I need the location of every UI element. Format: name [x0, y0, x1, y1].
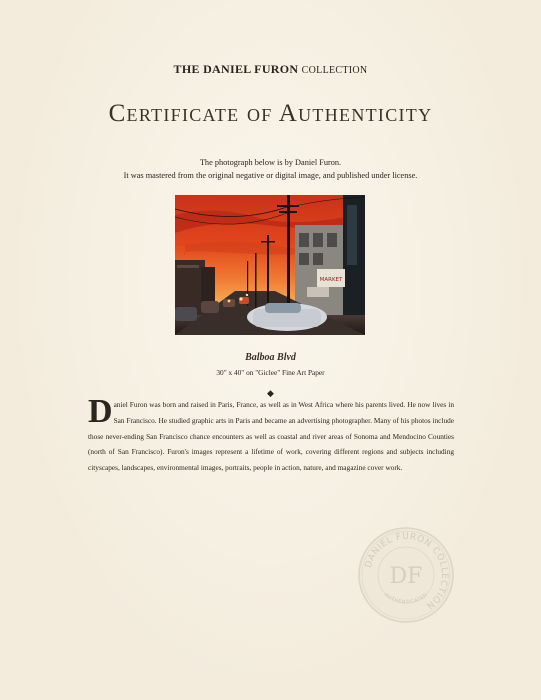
intro-text	[0, 156, 541, 182]
diamond-separator: ◆	[267, 388, 274, 398]
photo-specification: 30" x 40" on "Giclee" Fine Art Paper	[216, 368, 325, 377]
photograph	[175, 195, 365, 335]
embossed-seal	[356, 525, 456, 625]
photo-sign: MARKET	[319, 277, 343, 283]
certificate-title: Certificate of Authenticity	[108, 100, 433, 127]
seal-ring-text: DANIEL FURON COLLECTION	[363, 531, 450, 611]
biography-text: aniel Furon was born and raised in Paris, France, as well as in West Africa where his parents lived. He now lives in San Francisco. He studied graphic arts in Paris and became an advertising photographer. Many of his photos include those never-ending San Francisco chance encounters as well as coastal and river areas of Sonoma and Mendocino Counties (north of San Francisco). Furon's images represent a lifetime of work, covering different regions and subjects including cityscapes, landscapes, environmental images, portraits, people in action, nature, and magazine cover work.	[88, 400, 454, 473]
seal-monogram: DF	[389, 564, 423, 589]
collection-word: COLLECTION	[301, 65, 368, 76]
seal-bottom-text: AUTHENTICATED	[383, 592, 429, 606]
biography-paragraph	[88, 393, 454, 476]
photo-title: Balboa Blvd	[245, 352, 296, 363]
photograph-image	[175, 195, 365, 335]
drop-cap: D	[88, 393, 113, 430]
collection-heading	[0, 62, 541, 77]
intro-line-1: The photograph below is by Daniel Furon.	[199, 158, 342, 167]
collection-name: THE DANIEL FURON	[173, 62, 299, 76]
intro-line-2: It was mastered from the original negative or digital image, and published under license.	[123, 171, 418, 180]
